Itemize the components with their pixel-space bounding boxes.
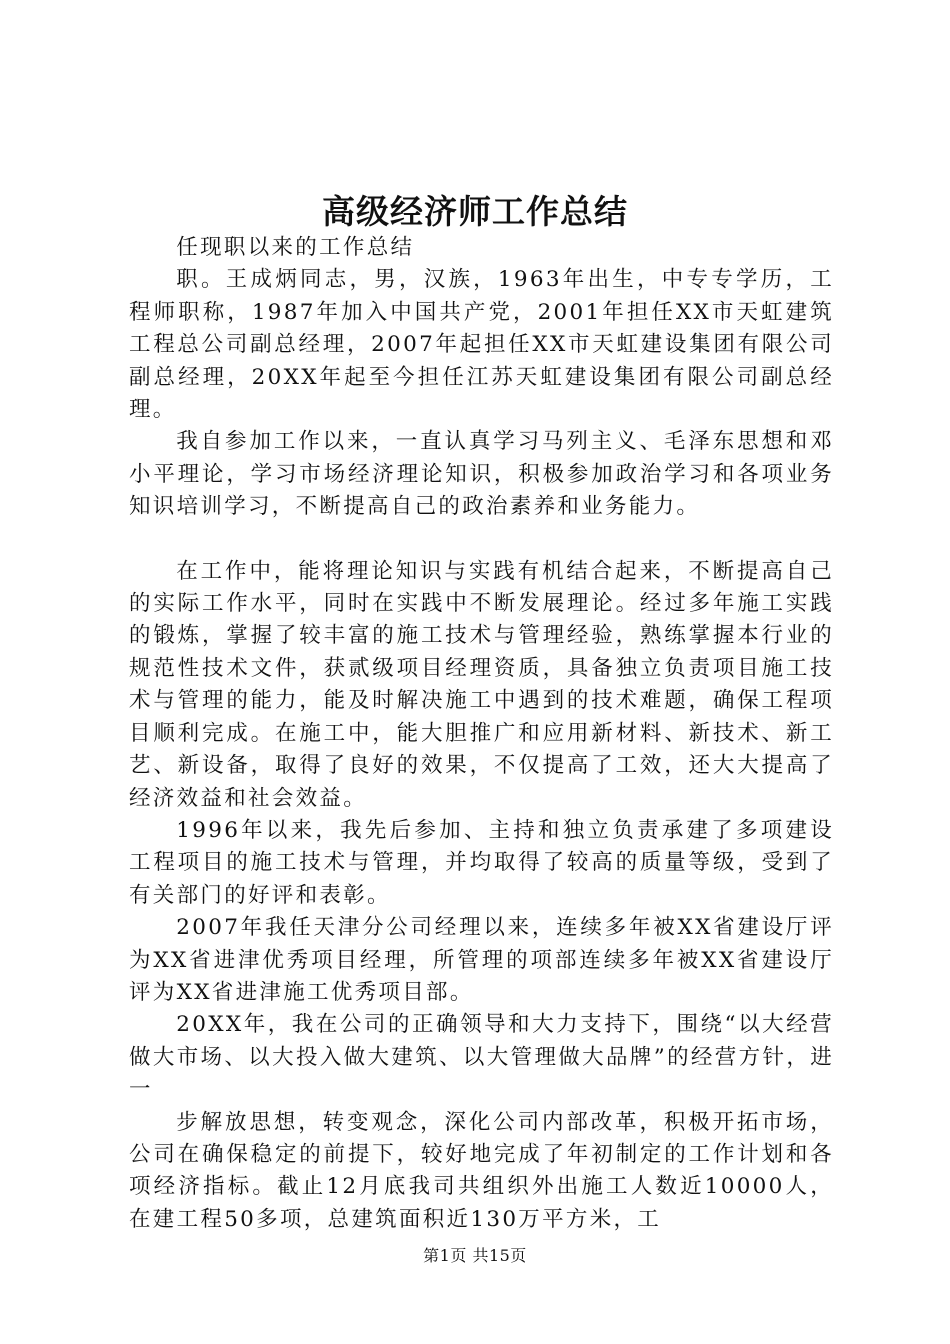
- document-title: 高级经济师工作总结: [322, 192, 628, 231]
- paragraph-projects-1996: 1996年以来，我先后参加、主持和独立负责承建了多项建设工程项目的施工技术与管理，并均取得了较高的质量等级，受到了有关部门的好评和表彰。: [129, 817, 834, 908]
- paragraph-study: 我自参加工作以来，一直认真学习马列主义、毛泽东思想和邓小平理论，学习市场经济理论知识，积极参加政治学习和各项业务知识培训学习，不断提高自己的政治素养和业务能力。: [129, 429, 834, 520]
- paragraph-reform-results: 步解放思想，转变观念，深化公司内部改革，积极开拓市场，公司在确保稳定的前提下，较好地完成了年初制定的工作计划和各项经济指标。截止12月底我司共组织外出施工人数近10000人，在建工程50多项，总建筑面积近130万平方米，工: [129, 1109, 834, 1232]
- paragraph-20xx-strategy: 20XX年，我在公司的正确领导和大力支持下，围绕“以大经营做大市场、以大投入做大建筑、以大管理做大品牌”的经营方针，进一: [129, 1012, 834, 1103]
- paragraph-subtitle: 任现职以来的工作总结: [176, 235, 415, 260]
- paragraph-practice: 在工作中，能将理论知识与实践有机结合起来，不断提高自己的实际工作水平，同时在实践中不断发展理论。经过多年施工实践的锻炼，掌握了较丰富的施工技术与管理经验，熟练掌握本行业的规范性技术文件，获贰级项目经理资质，具备独立负责项目施工技术与管理的能力，能及时解决施工中遇到的技术难题，确保工程项目顺利完成。在施工中，能大胆推广和应用新材料、新技术、新工艺、新设备，取得了良好的效果，不仅提高了工效，还大大提高了经济效益和社会效益。: [129, 558, 834, 811]
- page-number-footer: 第1页 共15页: [423, 1246, 527, 1265]
- paragraph-tianjin-2007: 2007年我任天津分公司经理以来，连续多年被XX省建设厅评为XX省进津优秀项目经理，所管理的项部连续多年被XX省建设厅评为XX省进津施工优秀项目部。: [129, 915, 834, 1005]
- paragraph-profile: 职。王成炳同志，男，汉族，1963年出生，中专专学历，工程师职称，1987年加入中国共产党，2001年担任XX市天虹建筑工程总公司副总经理，2007年起担任XX市天虹建设集团有限公司副总经理，20XX年起至今担任江苏天虹建设集团有限公司副总经理。: [129, 267, 834, 423]
- document-body: [129, 232, 834, 1236]
